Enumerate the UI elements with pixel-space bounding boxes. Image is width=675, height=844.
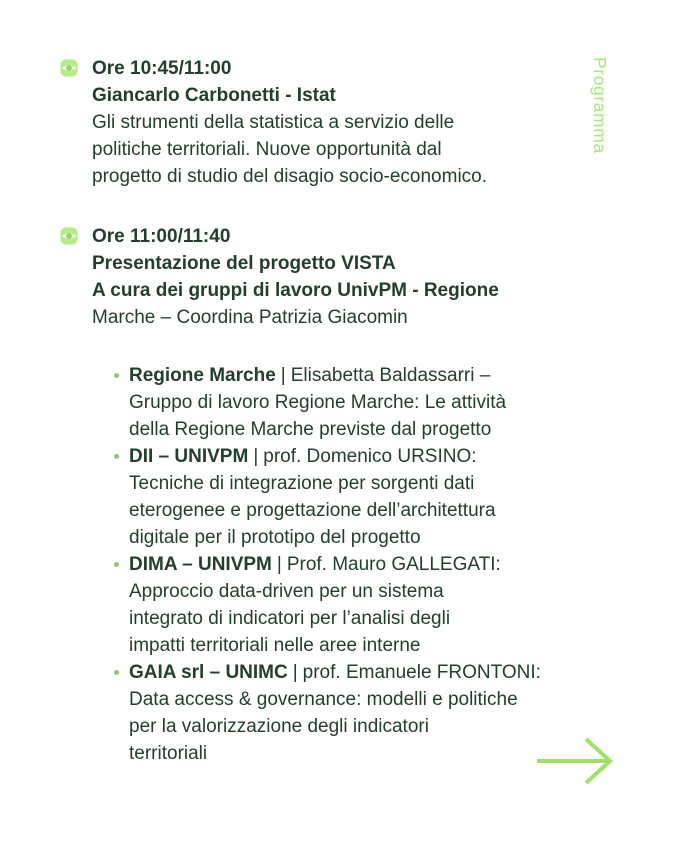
programma-side-label: Programma (590, 57, 610, 154)
speaker-name: prof. Domenico URSINO: (263, 446, 477, 467)
speaker-detail-line: per la valorizzazione degli indicatori (129, 716, 429, 737)
speaker-name: Elisabetta Baldassarri – (290, 365, 491, 386)
bullet-dot (114, 373, 119, 378)
speaker-detail-line: Data access & governance: modelli e politiche (129, 689, 518, 710)
speaker-detail-line: Approccio data-driven per un sistema (129, 581, 444, 602)
bullet-dot (114, 454, 119, 459)
pipe-separator: | (253, 446, 259, 467)
list-item (60, 659, 610, 767)
session-body-line: Marche – Coordina Patrizia Giacomin (92, 307, 408, 328)
speaker-detail-line: territoriali (129, 743, 208, 764)
speaker-detail-line: della Regione Marche previste dal progetto (129, 419, 492, 440)
speaker-org: GAIA srl – UNIMC (129, 662, 288, 683)
session-body-line: progetto di studio del disagio socio-economico. (92, 166, 488, 187)
session-title: Giancarlo Carbonetti - Istat (92, 85, 336, 106)
speaker-org: DIMA – UNIVPM (129, 554, 272, 575)
speaker-org: DII – UNIVPM (129, 446, 249, 467)
session-title: A cura dei gruppi di lavoro UnivPM - Regione (92, 280, 499, 301)
session-time: Ore 10:45/11:00 (92, 58, 232, 79)
session-time: Ore 11:00/11:40 (92, 226, 231, 247)
pipe-separator: | (280, 365, 286, 386)
speaker-name: prof. Emanuele FRONTONI: (302, 662, 541, 683)
arrow-right-icon[interactable] (536, 736, 618, 786)
speaker-detail-line: impatti territoriali nelle aree interne (129, 635, 421, 656)
schedule-content (60, 55, 610, 767)
eye-icon (60, 59, 78, 77)
speaker-org: Regione Marche (129, 365, 276, 386)
session-title: Presentazione del progetto VISTA (92, 253, 396, 274)
list-item (60, 362, 610, 443)
speaker-detail-line: Gruppo di lavoro Regione Marche: Le attività (129, 392, 507, 413)
speaker-detail-line: digitale per il prototipo del progetto (129, 527, 421, 548)
pipe-separator: | (276, 554, 282, 575)
bullet-dot (114, 562, 119, 567)
speaker-detail-line: eterogenee e progettazione dell’architettura (129, 500, 496, 521)
session-body-line: Gli strumenti della statistica a servizio delle (92, 112, 455, 133)
pipe-separator: | (292, 662, 298, 683)
bullet-dot (114, 670, 119, 675)
list-item (60, 551, 610, 659)
list-item (60, 443, 610, 551)
speaker-detail-line: Tecniche di integrazione per sorgenti dati (129, 473, 475, 494)
session-block-2 (60, 223, 610, 331)
eye-icon (60, 227, 78, 245)
speakers-list (60, 362, 610, 767)
speaker-detail-line: integrato di indicatori per l’analisi degli (129, 608, 451, 629)
speaker-name: Prof. Mauro GALLEGATI: (286, 554, 501, 575)
session-block-1 (60, 55, 610, 190)
session-body-line: politiche territoriali. Nuove opportunità dal (92, 139, 442, 160)
